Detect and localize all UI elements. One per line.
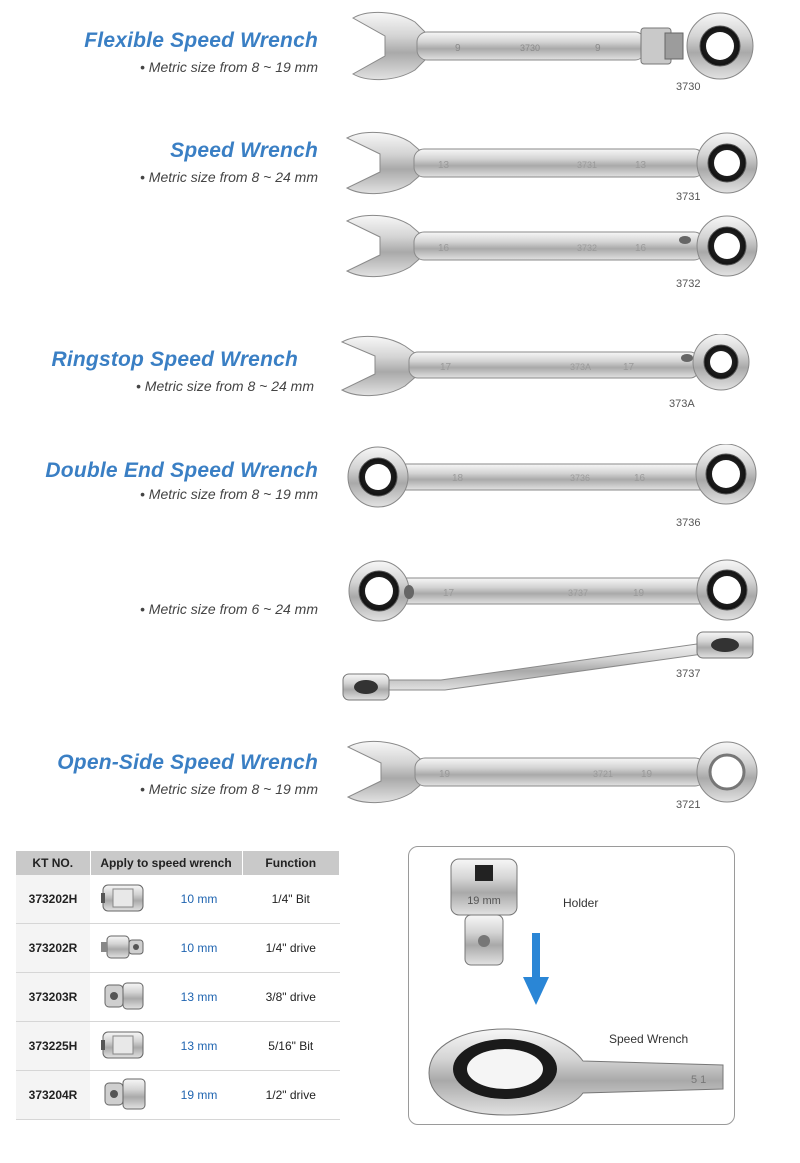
wrench-marking: 3731: [577, 160, 598, 170]
kt-number: 373203R: [16, 973, 90, 1022]
product-code: 3731: [676, 191, 701, 203]
wrench-marking: 3736: [570, 473, 591, 483]
speed-wrench-label: Speed Wrench: [609, 1032, 689, 1046]
wrench-marking: 19: [633, 588, 645, 599]
product-code: 373A: [669, 398, 695, 410]
double-end-speed-wrench-image: [344, 444, 760, 510]
offset-double-ring-wrench-top-image: [343, 558, 761, 624]
flexible-speed-wrench-image: [345, 8, 760, 84]
section-title-speed: Speed Wrench: [170, 139, 318, 162]
wrench-marking: 3730: [520, 43, 541, 53]
wrench-marking-closeup: 5 1: [691, 1074, 707, 1086]
section-title-ringstop: Ringstop Speed Wrench: [51, 348, 298, 371]
table-row: [16, 924, 340, 973]
wrench-marking: 18: [452, 473, 464, 484]
adapter-spec-table: [16, 851, 340, 1120]
section-subtitle-flexible: • Metric size from 8 ~ 19 mm: [140, 59, 318, 75]
reversible-speed-wrench-image: [342, 212, 762, 280]
offset-double-ring-wrench-side-image: [341, 628, 759, 704]
wrench-marking: 16: [634, 473, 646, 484]
kt-number: 373225H: [16, 1022, 90, 1071]
table-row: [16, 973, 340, 1022]
drive-adapter-image: [99, 1077, 147, 1111]
table-header-kt-no: KT NO.: [16, 851, 90, 875]
section-title-flexible: Flexible Speed Wrench: [84, 29, 318, 52]
wrench-marking: 9: [455, 43, 461, 54]
table-row: [16, 1022, 340, 1071]
open-side-speed-wrench-image: [343, 738, 761, 806]
product-code: 3737: [676, 668, 701, 680]
table-header-apply: Apply to speed wrench: [90, 851, 242, 875]
function: 3/8" drive: [242, 973, 340, 1022]
wrench-marking: 17: [623, 362, 635, 373]
product-code: 3730: [676, 81, 701, 93]
product-code: 3736: [676, 517, 701, 529]
wrench-marking: 3721: [593, 769, 614, 779]
bit-holder-adapter-image: [99, 1028, 147, 1062]
table-header-function: Function: [242, 851, 340, 875]
ringstop-speed-wrench-image: [337, 334, 757, 398]
wrench-size: 10 mm: [156, 875, 242, 924]
product-code: 3721: [676, 799, 701, 811]
wrench-size: 10 mm: [156, 924, 242, 973]
function: 5/16" Bit: [242, 1022, 340, 1071]
drive-adapter-image: [99, 930, 147, 964]
wrench-marking: 9: [595, 43, 601, 54]
wrench-marking: 3732: [577, 243, 598, 253]
product-code: 3732: [676, 278, 701, 290]
table-row: [16, 1071, 340, 1120]
holder-label: Holder: [563, 896, 599, 910]
kt-number: 373202H: [16, 875, 90, 924]
drive-adapter-image: [99, 979, 147, 1013]
section-title-open-side: Open-Side Speed Wrench: [57, 751, 318, 774]
wrench-marking: 13: [635, 160, 647, 171]
wrench-marking: 13: [438, 160, 450, 171]
section-subtitle-open-side: • Metric size from 8 ~ 19 mm: [140, 781, 318, 797]
section-subtitle-speed: • Metric size from 8 ~ 24 mm: [140, 169, 318, 185]
down-arrow-icon: [521, 933, 551, 1009]
wrench-marking: 3737: [568, 588, 589, 598]
wrench-marking: 19: [641, 769, 653, 780]
speed-wrench-closeup-image: [423, 1023, 729, 1119]
section-subtitle-offset: • Metric size from 6 ~ 24 mm: [140, 601, 318, 617]
kt-number: 373202R: [16, 924, 90, 973]
section-subtitle-double-end: • Metric size from 8 ~ 19 mm: [140, 486, 318, 502]
wrench-marking: 16: [635, 243, 647, 254]
holder-diagram: [408, 846, 735, 1125]
function: 1/2" drive: [242, 1071, 340, 1120]
wrench-marking: 17: [443, 588, 455, 599]
wrench-size: 13 mm: [156, 973, 242, 1022]
function: 1/4" drive: [242, 924, 340, 973]
speed-wrench-image: [342, 130, 762, 196]
section-title-double-end: Double End Speed Wrench: [45, 459, 318, 482]
bit-holder-adapter-image: [99, 881, 147, 915]
wrench-marking: 16: [438, 243, 450, 254]
wrench-marking: 373A: [570, 362, 592, 372]
wrench-marking: 19: [439, 769, 451, 780]
wrench-size: 13 mm: [156, 1022, 242, 1071]
holder-adapter-image: [439, 855, 529, 973]
kt-number: 373204R: [16, 1071, 90, 1120]
holder-marking: 19 mm: [467, 895, 501, 907]
table-row: [16, 875, 340, 924]
section-subtitle-ringstop: • Metric size from 8 ~ 24 mm: [136, 378, 314, 394]
function: 1/4" Bit: [242, 875, 340, 924]
wrench-size: 19 mm: [156, 1071, 242, 1120]
wrench-marking: 17: [440, 362, 452, 373]
